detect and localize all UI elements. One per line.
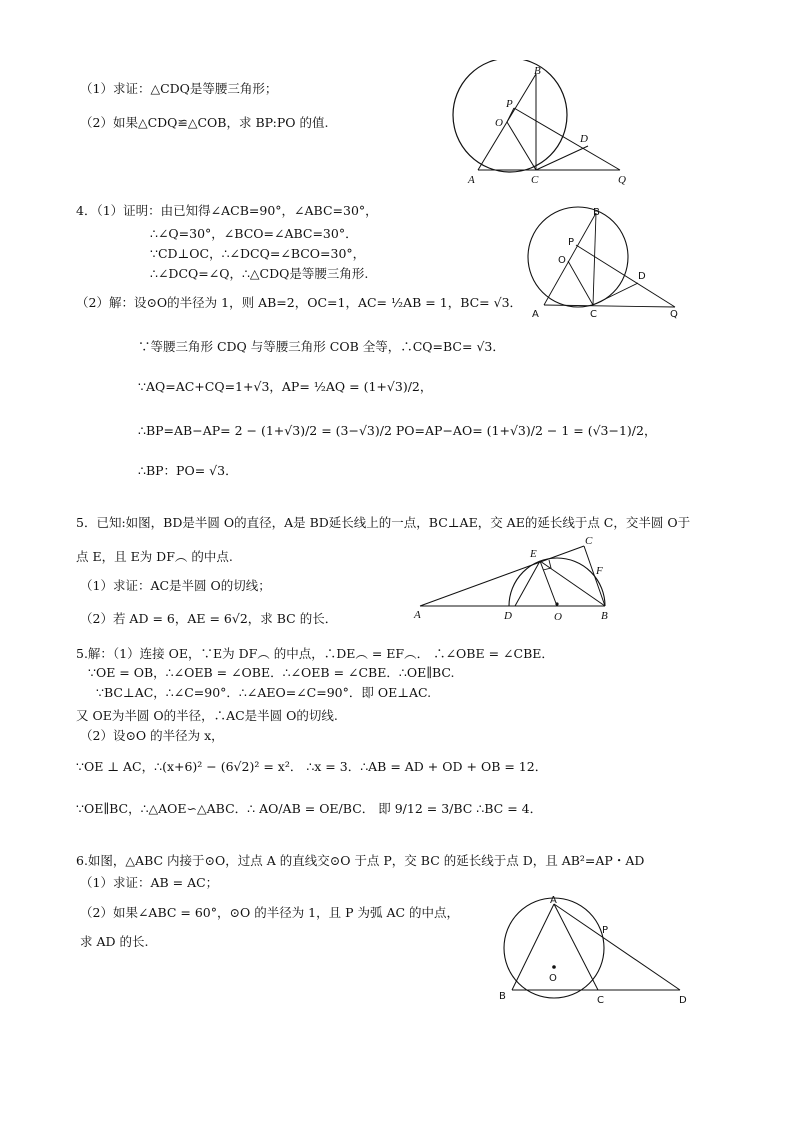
label-q: Q	[618, 174, 626, 186]
label-a: A	[532, 309, 539, 320]
figure-4-inscribed-triangle	[494, 895, 699, 1010]
text-line: ∵OE = OB，∴∠OEB = ∠OBE．∴∠OEB = ∠CBE．∴OE∥BC.	[88, 665, 455, 680]
text-line: ∵OE ⊥ AC，∴(x+6)² − (6√2)² = x²． ∴x = 3．∴AB = AD + OD + OB = 12．	[76, 759, 548, 774]
text-line: ∴BP：PO= √3．	[138, 463, 238, 478]
text-line: 5.解：（1）连接 OE，∵E为 DF︵ 的中点，∴DE︵ = EF︵． ∴∠OBE = ∠CBE．	[76, 646, 554, 661]
text-line: 点 E，且 E为 DF︵ 的中点.	[76, 549, 233, 564]
text-line: ∵AQ=AC+CQ=1+√3，AP= ½AQ = (1+√3)/2，	[138, 379, 433, 394]
text-line: （2）如果∠ABC = 60°，⊙O 的半径为 1，且 P 为弧 AC 的中点，	[80, 905, 460, 920]
label-c: C	[531, 174, 539, 186]
label-f: F	[596, 565, 603, 577]
label-o: O	[549, 973, 557, 984]
text-line: ∵等腰三角形 CDQ 与等腰三角形 COB 全等，∴CQ=BC= √3．	[138, 339, 505, 354]
label-a: A	[550, 895, 557, 906]
label-o: O	[495, 117, 503, 129]
text-line: ∵OE∥BC，∴△AOE∽△ABC．∴ AO/AB = OE/BC． 即 9/12 = 3/BC ∴BC = 4．	[76, 801, 543, 816]
label-a: A	[414, 609, 421, 621]
label-p: P	[568, 237, 575, 248]
text-line: 又 OE为半圆 O的半径，∴AC是半圆 O的切线.	[76, 708, 338, 723]
text-line: ∵BC⊥AC，∴∠C=90°．∴∠AEO=∠C=90°．即 OE⊥AC.	[96, 685, 432, 700]
text-line: 5．已知:如图，BD是半圆 O的直径，A是 BD延长线上的一点，BC⊥AE，交 AE的延长线于点 C，交半圆 O于	[76, 515, 691, 530]
text-line: ∵CD⊥OC，∴∠DCQ=∠BCO=30°，	[150, 246, 366, 261]
text-line: （2）如果△CDQ≌△COB，求 BP:PO 的值.	[80, 115, 329, 130]
figure-3-semicircle-tangent	[412, 532, 617, 624]
text-line: 4．（1）证明：由已知得∠ACB=90°，∠ABC=30°，	[76, 203, 378, 218]
label-c: C	[585, 535, 593, 547]
text-line: 求 AD 的长.	[80, 934, 149, 949]
text-line: （1）求证：AC是半圆 O的切线；	[80, 578, 271, 593]
label-o: O	[558, 255, 566, 266]
figure-1-circle-tangent	[440, 60, 640, 190]
text-line: ∴BP=AB−AP= 2 − (1+√3)/2 = (3−√3)/2 PO=AP−AO= (1+√3)/2 − 1 = (√3−1)/2，	[138, 423, 657, 438]
label-a: A	[468, 174, 475, 186]
label-p: P	[602, 925, 609, 936]
label-d: D	[638, 271, 646, 282]
label-c: C	[597, 995, 604, 1006]
label-b: B	[499, 991, 506, 1002]
text-line: （2）若 AD = 6，AE = 6√2，求 BC 的长．	[80, 611, 338, 626]
label-b: B	[601, 610, 608, 622]
label-d: D	[679, 995, 687, 1006]
text-line: （1）求证：△CDQ是等腰三角形；	[80, 81, 278, 96]
text-line: ∴∠Q=30°，∠BCO=∠ABC=30°．	[150, 226, 358, 241]
label-c: C	[590, 309, 597, 320]
label-p: P	[506, 98, 513, 110]
text-line: （2）设⊙O 的半径为 x，	[80, 728, 224, 743]
label-e: E	[530, 548, 537, 560]
text-line: ∴∠DCQ=∠Q，∴△CDQ是等腰三角形.	[150, 266, 369, 281]
text-line: （1）求证：AB = AC；	[80, 875, 219, 890]
label-d: D	[580, 133, 588, 145]
label-d: D	[504, 610, 512, 622]
figure-2-circle-tangent	[520, 205, 690, 323]
text-line: 6.如图，△ABC 内接于⊙O，过点 A 的直线交⊙O 于点 P，交 BC 的延长线于点 D，且 AB²=AP・AD	[76, 853, 645, 868]
label-b: B	[593, 207, 600, 218]
label-b: B	[534, 65, 541, 77]
text-line: （2）解：设⊙O的半径为 1，则 AB=2，OC=1，AC= ½AB = 1，BC= √3．	[76, 295, 523, 310]
label-q: Q	[670, 309, 678, 320]
label-o: O	[554, 611, 562, 623]
